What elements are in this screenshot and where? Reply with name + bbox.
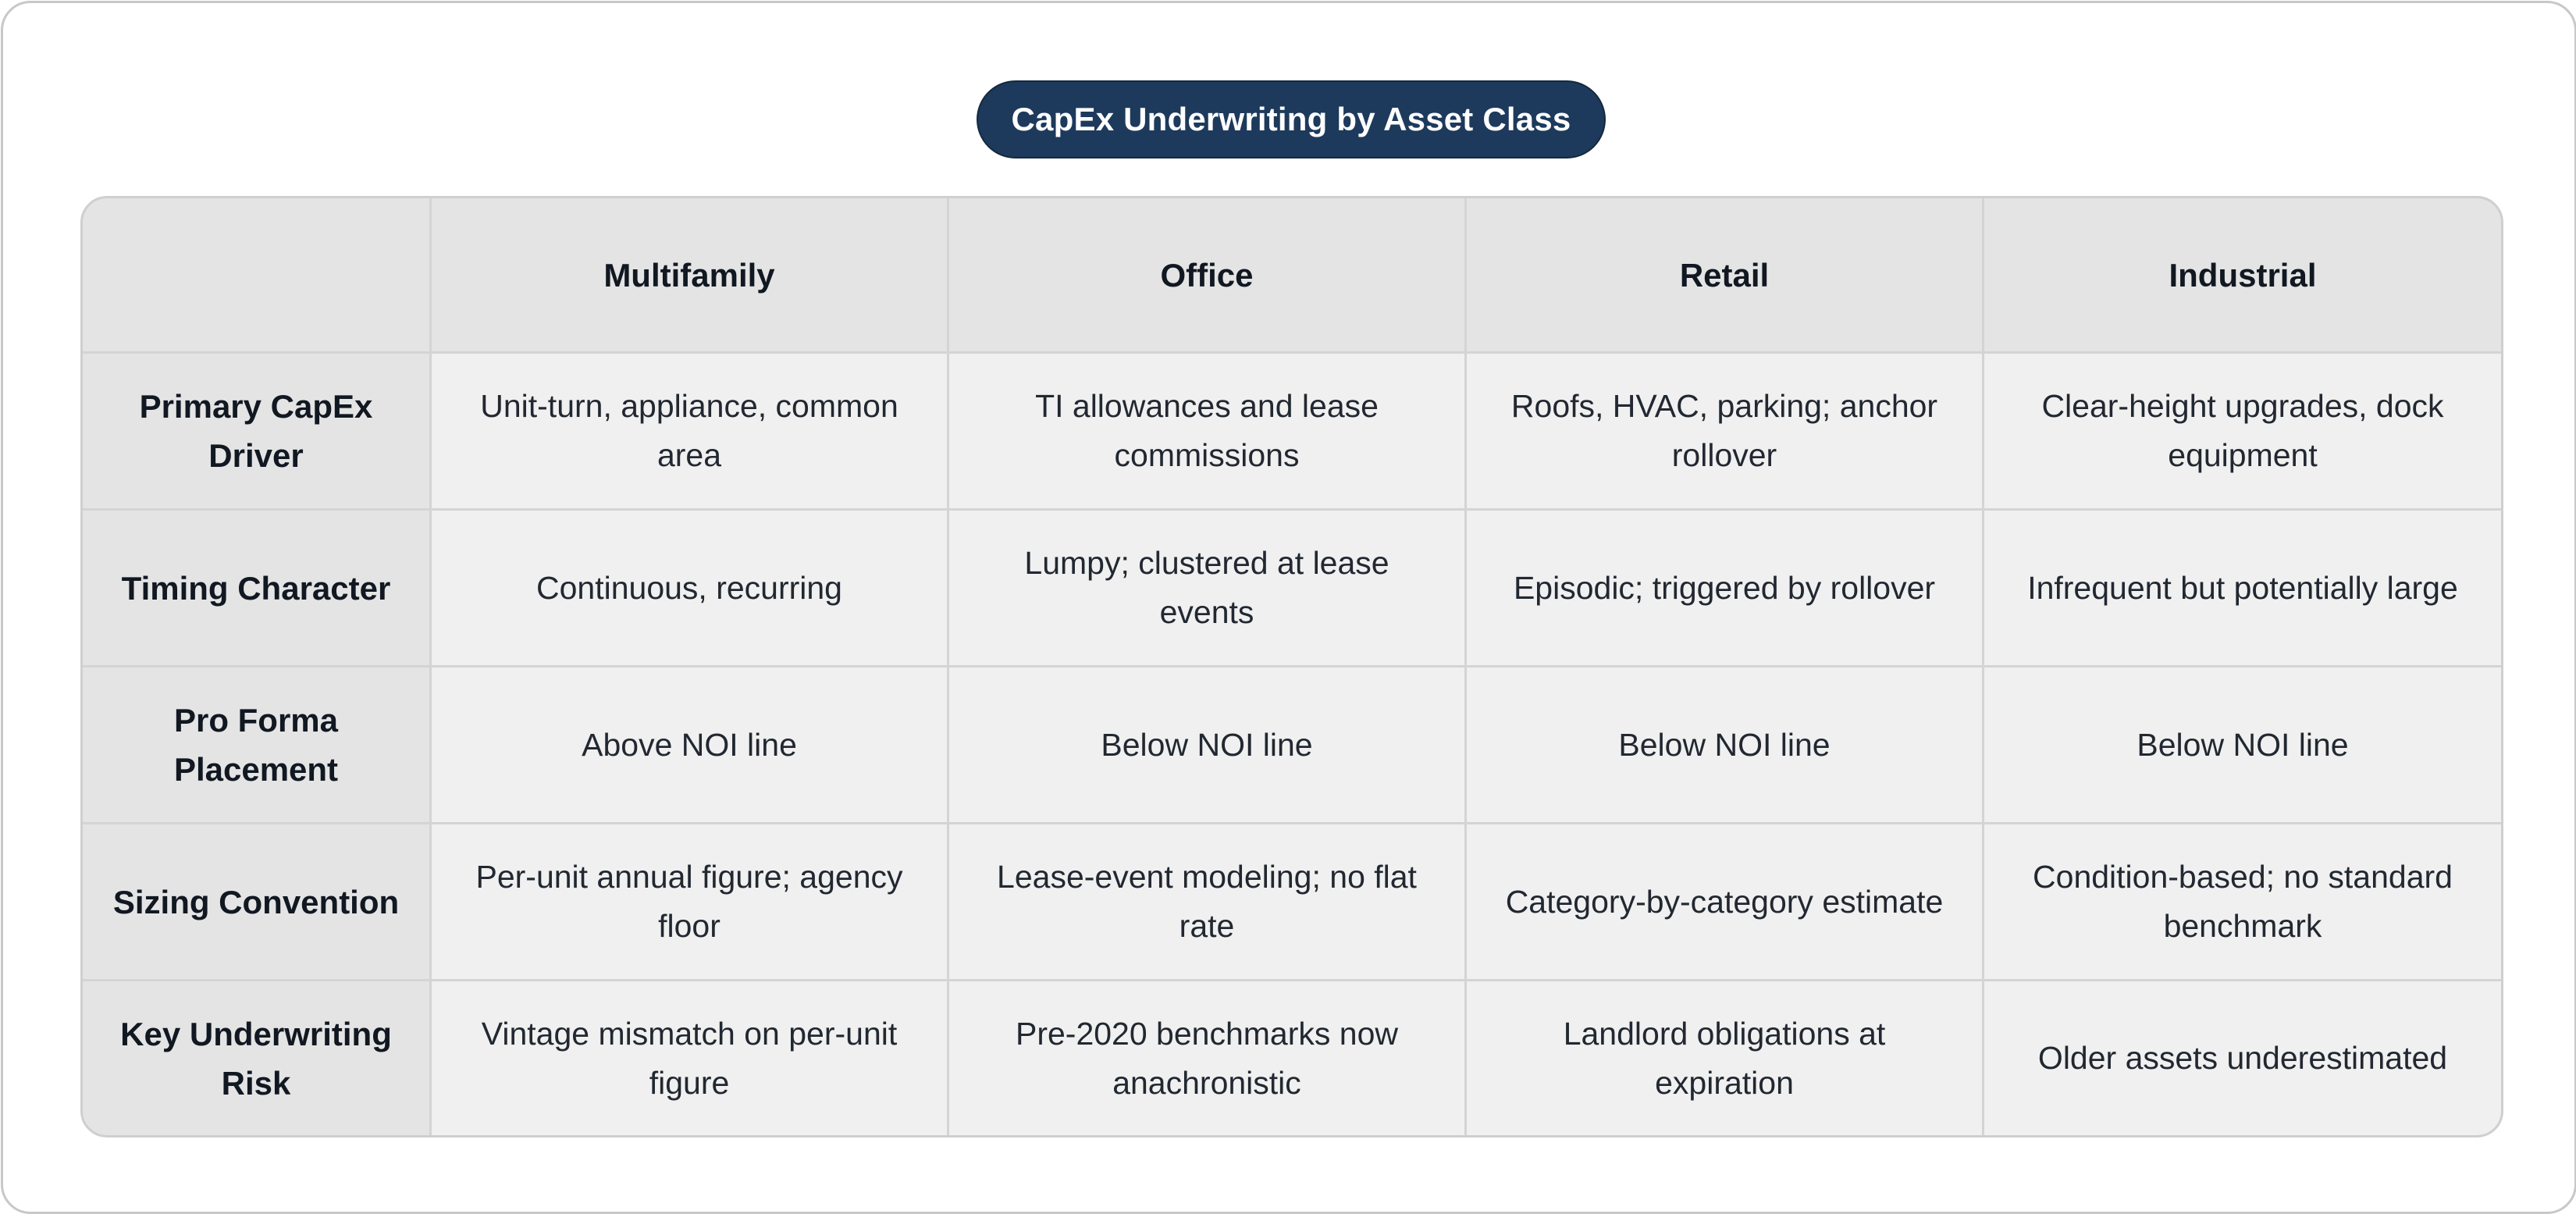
column-header-office: Office (949, 198, 1467, 354)
comparison-table (80, 196, 2503, 1137)
page-frame (1, 1, 2576, 1214)
row-header-key-underwriting-risk: Key Underwriting Risk (83, 981, 432, 1135)
table-cell: Below NOI line (1984, 668, 2501, 824)
table-cell: Category-by-category estimate (1467, 824, 1984, 981)
column-header-multifamily: Multifamily (432, 198, 949, 354)
row-header-pro-forma-placement: Pro Forma Placement (83, 668, 432, 824)
table-cell: Clear-height upgrades, dock equipment (1984, 354, 2501, 511)
row-header-primary-capex-driver: Primary CapEx Driver (83, 354, 432, 511)
column-header-industrial: Industrial (1984, 198, 2501, 354)
column-header-retail: Retail (1467, 198, 1984, 354)
table-cell: Continuous, recurring (432, 511, 949, 668)
table-cell: Per-unit annual figure; agency floor (432, 824, 949, 981)
row-header-sizing-convention: Sizing Convention (83, 824, 432, 981)
table-cell: Below NOI line (949, 668, 1467, 824)
table-cell: Older assets underestimated (1984, 981, 2501, 1135)
page-title: CapEx Underwriting by Asset Class (977, 80, 1606, 158)
table-cell: Roofs, HVAC, parking; anchor rollover (1467, 354, 1984, 511)
table-cell: Episodic; triggered by rollover (1467, 511, 1984, 668)
table-cell: Lumpy; clustered at lease events (949, 511, 1467, 668)
table-cell: Lease-event modeling; no flat rate (949, 824, 1467, 981)
table-cell: Unit-turn, appliance, common area (432, 354, 949, 511)
table-cell: Infrequent but potentially large (1984, 511, 2501, 668)
row-header-timing-character: Timing Character (83, 511, 432, 668)
table-cell: Below NOI line (1467, 668, 1984, 824)
table-cell: TI allowances and lease commissions (949, 354, 1467, 511)
table-cell: Condition-based; no standard benchmark (1984, 824, 2501, 981)
table-cell: Landlord obligations at expiration (1467, 981, 1984, 1135)
table-cell: Above NOI line (432, 668, 949, 824)
table-cell: Vintage mismatch on per-unit figure (432, 981, 949, 1135)
table-corner-cell (83, 198, 432, 354)
table-cell: Pre-2020 benchmarks now anachronistic (949, 981, 1467, 1135)
